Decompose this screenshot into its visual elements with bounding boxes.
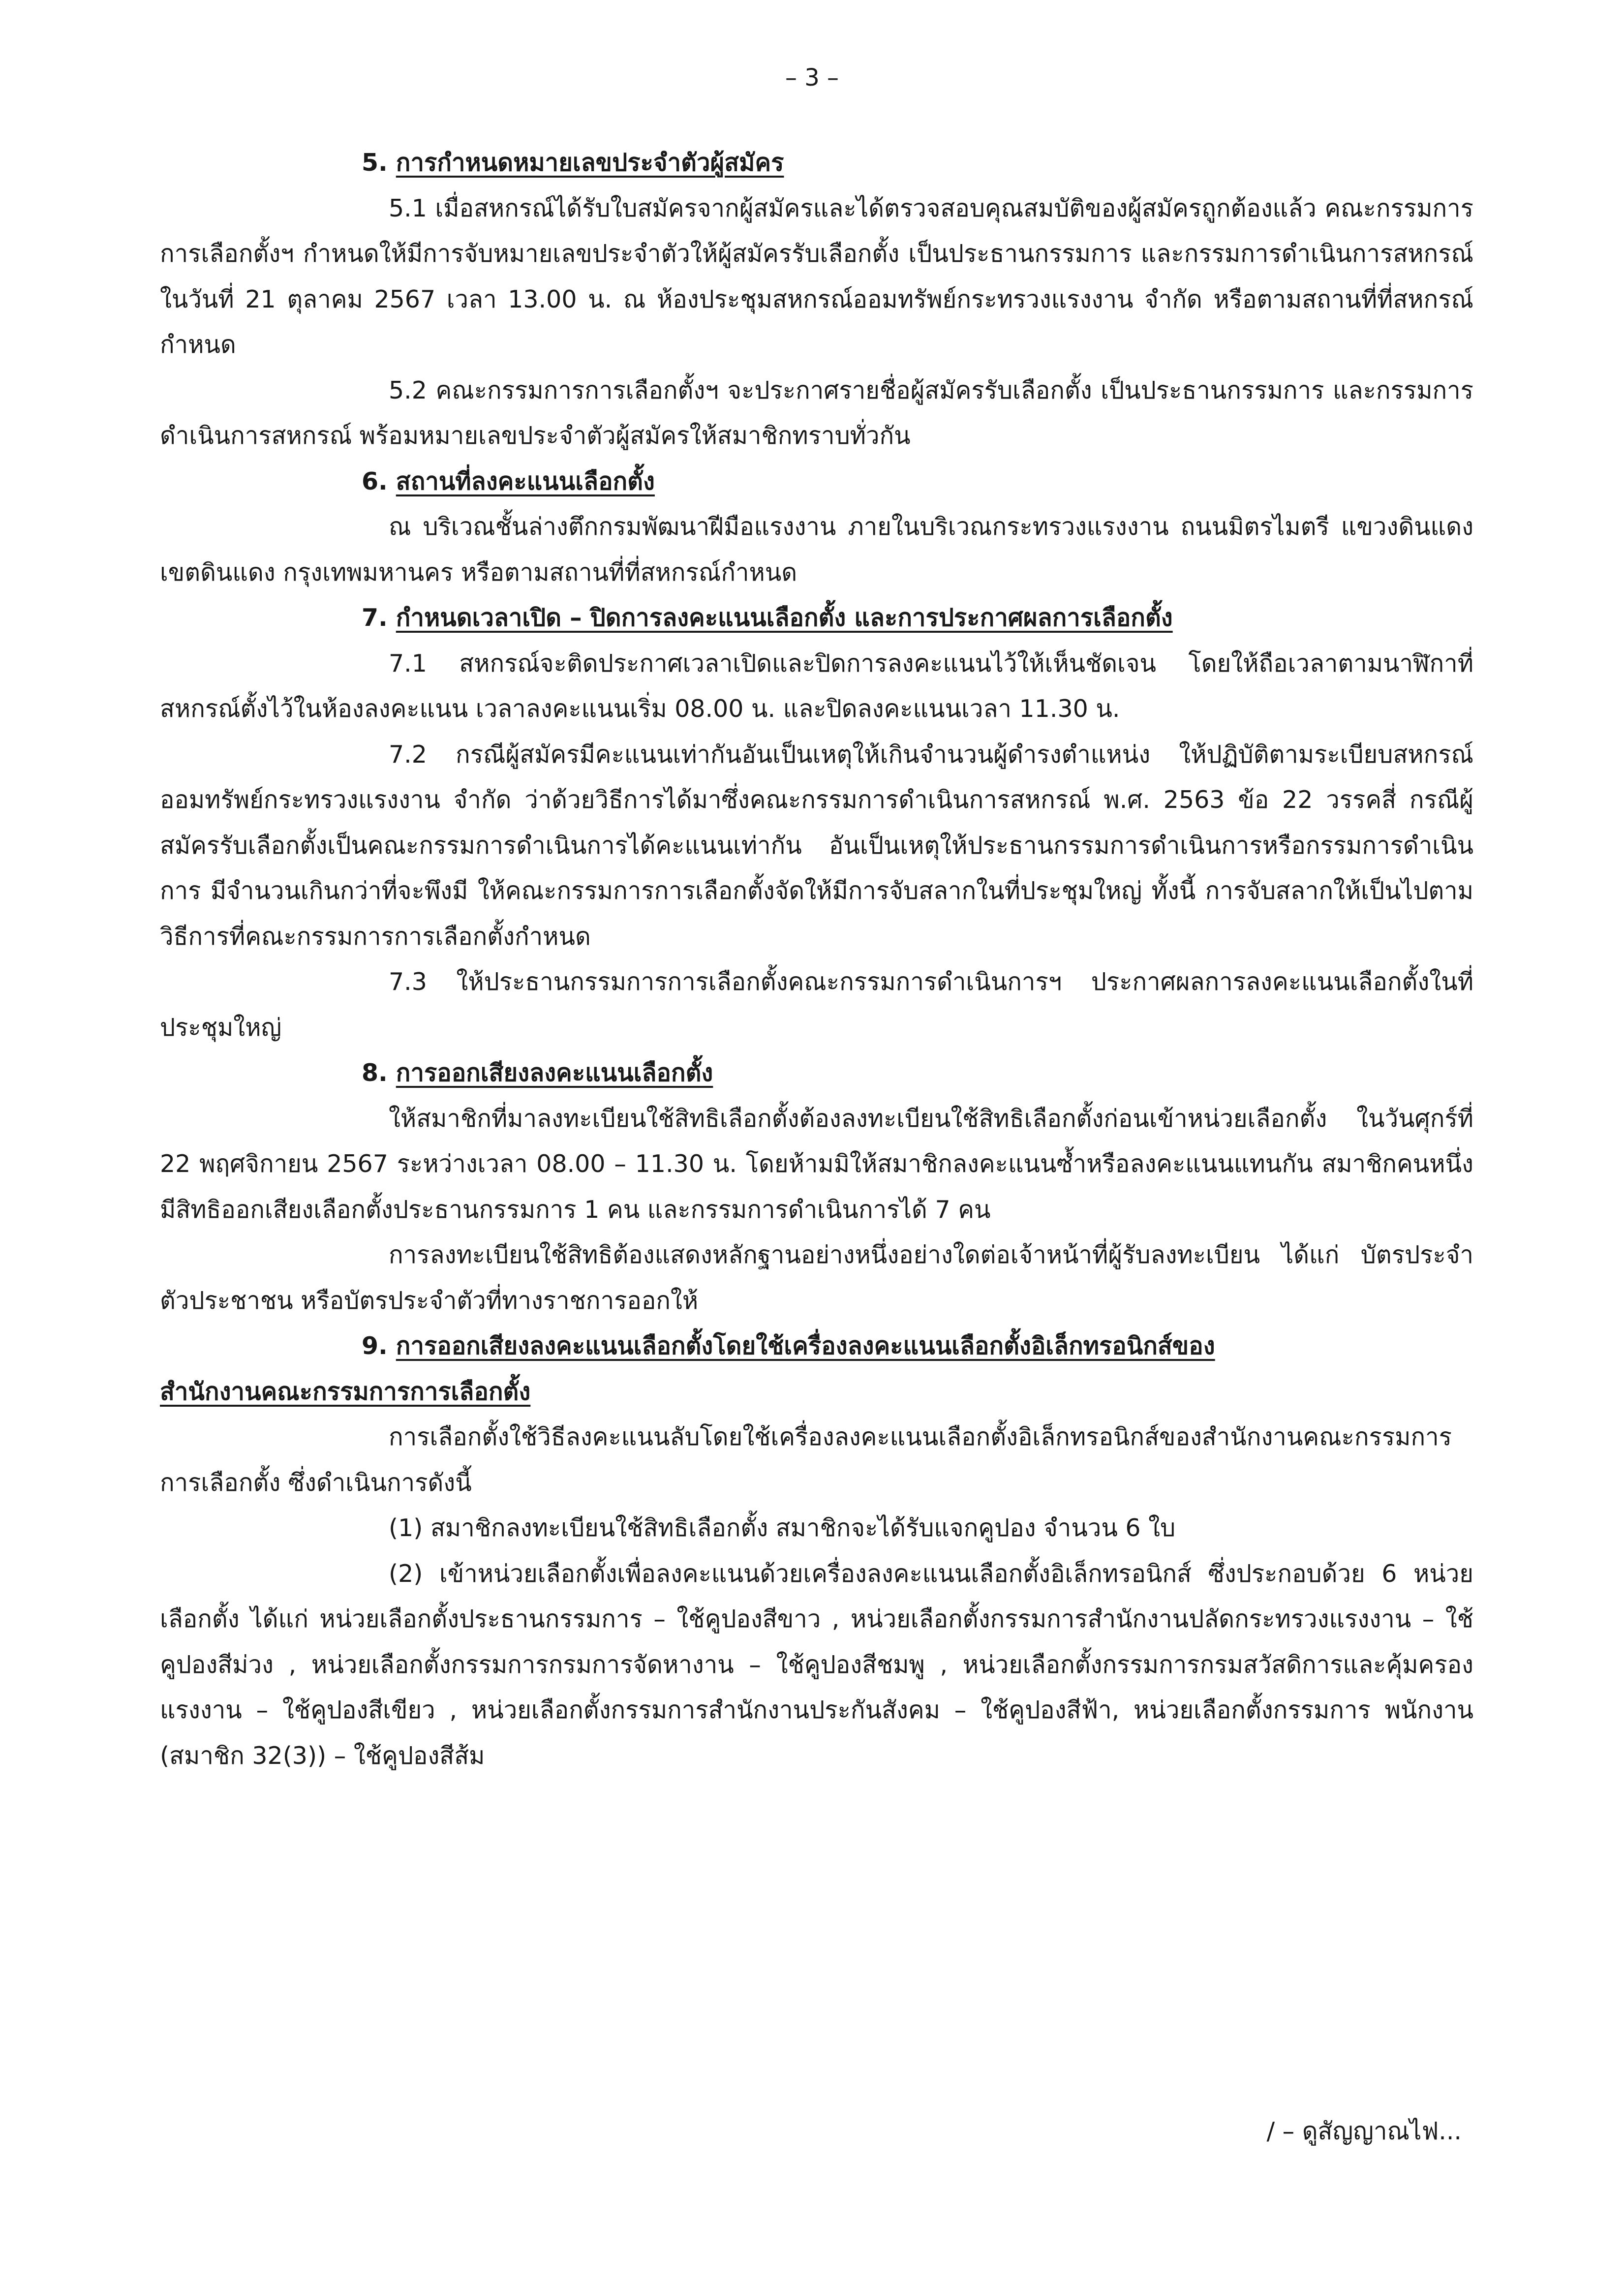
- section-8-number: 8.: [362, 1059, 388, 1087]
- section-9-title-continued: สำนักงานคณะกรรมการการเลือกตั้ง: [160, 1377, 531, 1406]
- section-6-number: 6.: [362, 467, 388, 495]
- section-9-heading-continued: [160, 1369, 1473, 1415]
- section-6-heading: [160, 459, 1473, 505]
- section-5-title: การกำหนดหมายเลขประจำตัวผู้สมัคร: [396, 149, 784, 177]
- section-7-number: 7.: [362, 604, 388, 632]
- section-5-heading: [160, 140, 1473, 186]
- section-5-number: 5.: [362, 149, 388, 177]
- section-9-paragraph-1: การเลือกตั้งใช้วิธีลงคะแนนลับโดยใช้เครื่องลงคะแนนเลือกตั้งอิเล็กทรอนิกส์ของสำนักงานคณะกรรมการการเลือกตั้ง ซึ่งดำเนินการดังนี้: [160, 1423, 1452, 1497]
- section-9-item-2: (2) เข้าหน่วยเลือกตั้งเพื่อลงคะแนนด้วยเครื่องลงคะแนนเลือกตั้งอิเล็กทรอนิกส์ ซึ่งประกอบด้วย 6 หน่วยเลือกตั้ง ได้แก่ หน่วยเลือกตั้งประธานกรรมการ – ใช้คูปองสีขาว , หน่วยเลือกตั้งกรรมการสำนักงานปลัดกระทรวงแรงงาน – ใช้คูปองสีม่วง , หน่วยเลือกตั้งกรรมการกรมการจัดหางาน – ใช้คูปองสีชมพู , หน่วยเลือกตั้งกรรมการกรมสวัสดิการและคุ้มครองแรงงาน – ใช้คูปองสีเขียว , หน่วยเลือกตั้งกรรมการสำนักงานประกันสังคม – ใช้คูปองสีฟ้า, หน่วยเลือกตั้งกรรมการ พนักงาน (สมาชิก 32(3)) – ใช้คูปองสีส้ม: [160, 1559, 1473, 1770]
- section-8-paragraph-1: ให้สมาชิกที่มาลงทะเบียนใช้สิทธิเลือกตั้งต้องลงทะเบียนใช้สิทธิเลือกตั้งก่อนเข้าหน่วยเลือกตั้ง ในวันศุกร์ที่ 22 พฤศจิกายน 2567 ระหว่างเวลา 08.00 – 11.30 น. โดยห้ามมิให้สมาชิกลงคะแนนซ้ำหรือลงคะแนนแทนกัน สมาชิกคนหนึ่งมีสิทธิออกเสียงเลือกตั้งประธานกรรมการ 1 คน และกรรมการดำเนินการได้ 7 คน: [160, 1104, 1473, 1224]
- section-9-item-1: (1) สมาชิกลงทะเบียนใช้สิทธิเลือกตั้ง สมาชิกจะได้รับแจกคูปอง จำนวน 6 ใบ: [389, 1514, 1176, 1542]
- section-9-heading: [160, 1324, 1473, 1369]
- section-5-paragraph-1: 5.1 เมื่อสหกรณ์ได้รับใบสมัครจากผู้สมัครและได้ตรวจสอบคุณสมบัติของผู้สมัครถูกต้องแล้ว คณะกรรมการการเลือกตั้งฯ กำหนดให้มีการจับหมายเลขประจำตัวให้ผู้สมัครรับเลือกตั้ง เป็นประธานกรรมการ และกรรมการดำเนินการสหกรณ์ ในวันที่ 21 ตุลาคม 2567 เวลา 13.00 น. ณ ห้องประชุมสหกรณ์ออมทรัพย์กระทรวงแรงงาน จำกัด หรือตามสถานที่ที่สหกรณ์กำหนด: [160, 194, 1473, 359]
- section-6-paragraph-1: ณ บริเวณชั้นล่างตึกกรมพัฒนาฝีมือแรงงาน ภายในบริเวณกระทรวงแรงงาน ถนนมิตรไมตรี แขวงดินแดง เขตดินแดง กรุงเทพมหานคร หรือตามสถานที่ที่สหกรณ์กำหนด: [160, 513, 1473, 586]
- section-7-paragraph-3: 7.3 ให้ประธานกรรมการการเลือกตั้งคณะกรรมการดำเนินการฯ ประกาศผลการลงคะแนนเลือกตั้งในที่ประชุมใหญ่: [160, 968, 1473, 1042]
- section-8-paragraph-2: การลงทะเบียนใช้สิทธิต้องแสดงหลักฐานอย่างหนึ่งอย่างใดต่อเจ้าหน้าที่ผู้รับลงทะเบียน ได้แก่ บัตรประจำตัวประชาชน หรือบัตรประจำตัวที่ทางราชการออกให้: [160, 1241, 1473, 1315]
- page-number: – 3 –: [785, 64, 839, 92]
- document-body: [160, 140, 1473, 1779]
- section-7-paragraph-1: 7.1 สหกรณ์จะติดประกาศเวลาเปิดและปิดการลงคะแนนไว้ให้เห็นชัดเจน โดยให้ถือเวลาตามนาฬิกาที่สหกรณ์ตั้งไว้ในห้องลงคะแนน เวลาลงคะแนนเริ่ม 08.00 น. และปิดลงคะแนนเวลา 11.30 น.: [160, 649, 1473, 723]
- section-9-title: การออกเสียงลงคะแนนเลือกตั้งโดยใช้เครื่องลงคะแนนเลือกตั้งอิเล็กทรอนิกส์ของ: [396, 1332, 1215, 1360]
- section-7-heading: [160, 595, 1473, 641]
- section-7-paragraph-2: 7.2 กรณีผู้สมัครมีคะแนนเท่ากันอันเป็นเหตุให้เกินจำนวนผู้ดำรงตำแหน่ง ให้ปฏิบัติตามระเบียบสหกรณ์ออมทรัพย์กระทรวงแรงงาน จำกัด ว่าด้วยวิธีการได้มาซึ่งคณะกรรมการดำเนินการสหกรณ์ พ.ศ. 2563 ข้อ 22 วรรคสี่ กรณีผู้สมัครรับเลือกตั้งเป็นคณะกรรมการดำเนินการได้คะแนนเท่ากัน อันเป็นเหตุให้ประธานกรรมการดำเนินการหรือกรรมการดำเนินการ มีจำนวนเกินกว่าที่จะพึงมี ให้คณะกรรมการการเลือกตั้งจัดให้มีการจับสลากในที่ประชุมใหญ่ ทั้งนี้ การจับสลากให้เป็นไปตามวิธีการที่คณะกรรมการการเลือกตั้งกำหนด: [160, 740, 1473, 951]
- section-6-title: สถานที่ลงคะแนนเลือกตั้ง: [396, 467, 655, 495]
- section-8-heading: [160, 1050, 1473, 1096]
- continuation-footer: / – ดูสัญญาณไฟ...: [1266, 2117, 1462, 2145]
- section-8-title: การออกเสียงลงคะแนนเลือกตั้ง: [396, 1059, 713, 1087]
- section-9-number: 9.: [362, 1332, 388, 1360]
- section-7-title: กำหนดเวลาเปิด – ปิดการลงคะแนนเลือกตั้ง และการประกาศผลการเลือกตั้ง: [396, 604, 1173, 632]
- section-5-paragraph-2: 5.2 คณะกรรมการการเลือกตั้งฯ จะประกาศรายชื่อผู้สมัครรับเลือกตั้ง เป็นประธานกรรมการ และกรรมการดำเนินการสหกรณ์ พร้อมหมายเลขประจำตัวผู้สมัครให้สมาชิกทราบทั่วกัน: [160, 376, 1473, 450]
